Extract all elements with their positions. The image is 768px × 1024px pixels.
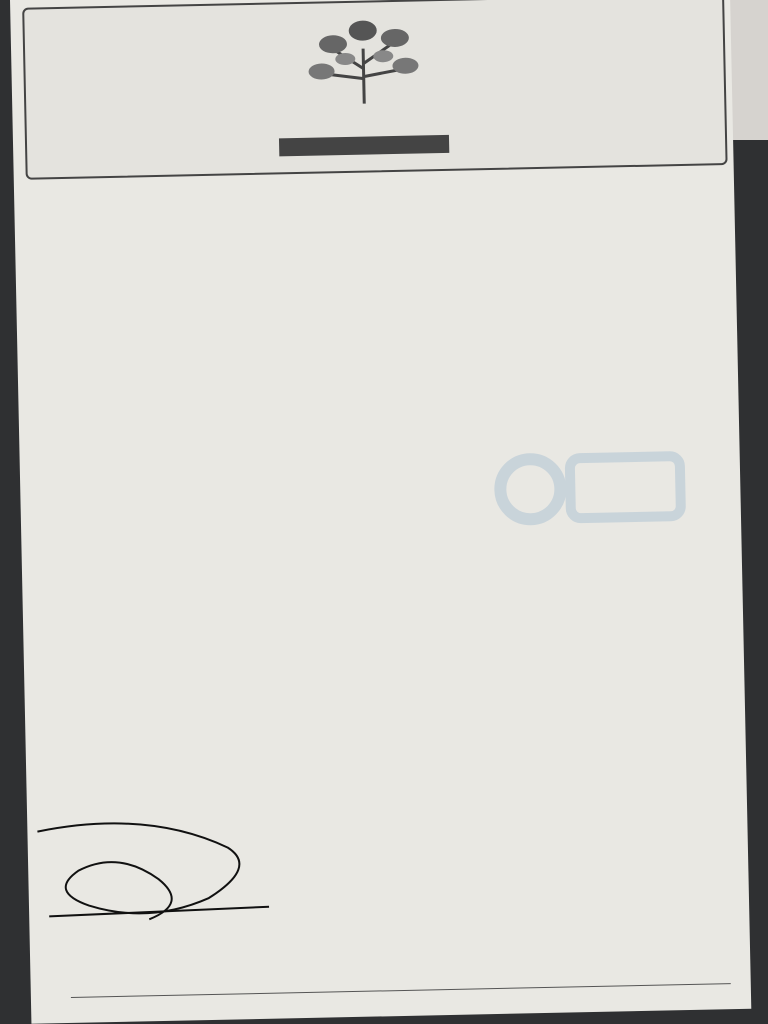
recipient-line bbox=[14, 197, 734, 212]
closing-line bbox=[329, 889, 469, 892]
letter-page bbox=[10, 0, 751, 1024]
tree-icon bbox=[272, 7, 454, 111]
letter-body bbox=[73, 312, 699, 337]
via-line bbox=[15, 247, 735, 262]
org-line bbox=[474, 5, 704, 10]
letter-date bbox=[66, 102, 216, 105]
handwritten-signature bbox=[27, 806, 290, 941]
organization-block bbox=[474, 5, 704, 10]
letterhead bbox=[22, 0, 727, 180]
reference-number bbox=[66, 102, 216, 105]
body-paragraph bbox=[73, 312, 699, 325]
logo-subtitle bbox=[279, 135, 449, 157]
body-paragraph bbox=[73, 324, 699, 337]
org-line bbox=[474, 5, 704, 10]
subject-line bbox=[16, 277, 736, 292]
center-logo bbox=[272, 7, 455, 161]
org-line bbox=[474, 5, 704, 10]
watermark-logo bbox=[489, 416, 692, 560]
org-line bbox=[474, 5, 704, 10]
org-line bbox=[474, 5, 704, 10]
reference-block bbox=[66, 102, 216, 105]
letter-footer bbox=[71, 983, 731, 1004]
